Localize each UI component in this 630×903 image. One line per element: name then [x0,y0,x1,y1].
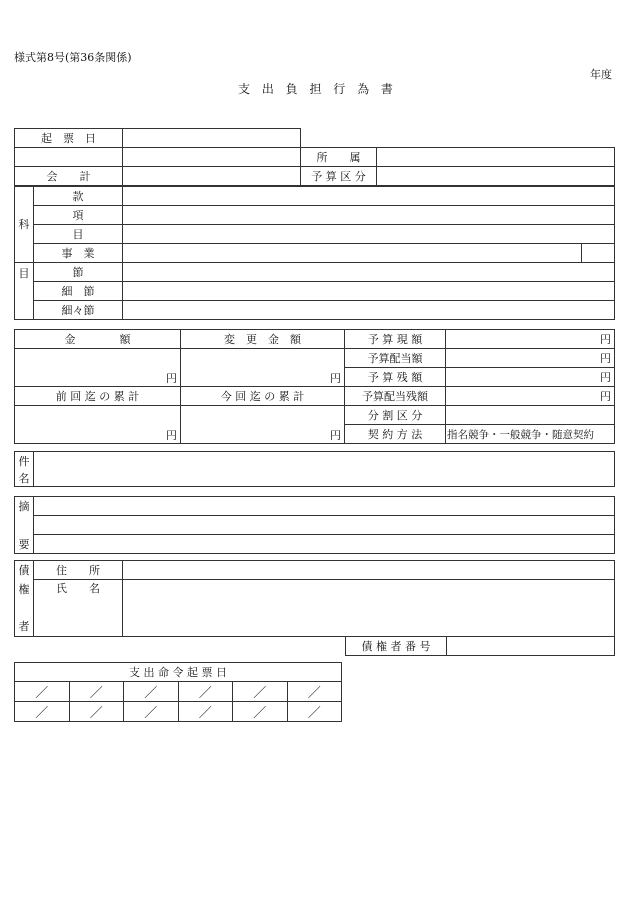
saikensha-bango-label: 債 権 者 番 号 [346,636,447,655]
order-date-2-5[interactable]: ／ [233,702,288,722]
kenmei-field[interactable] [34,452,615,487]
order-date-1-1[interactable]: ／ [15,682,70,702]
order-date-2-4[interactable]: ／ [178,702,233,722]
kamoku-row-saisaisetsu: 細々節 [34,301,123,320]
order-date-1-6[interactable]: ／ [287,682,342,702]
bunkatsu-kubun-field[interactable] [446,406,615,425]
henko-kingaku-label: 変 更 金 額 [181,330,345,349]
kamoku-row-jigyo: 事 業 [34,244,123,263]
order-date-2-3[interactable]: ／ [124,702,179,722]
keiyaku-hoho-options[interactable]: 指名競争・一般競争・随意契約 [446,425,615,444]
order-date-2-6[interactable]: ／ [287,702,342,722]
yosan-haitozangaku-label: 予算配当残額 [345,387,446,406]
kamoku-label-top: 科 [15,187,34,263]
kingaku-label: 金 額 [15,330,181,349]
shozoku-label: 所 属 [301,148,377,167]
tekiyo-line-1[interactable] [34,497,615,516]
fiscal-year-label: 年度 [590,68,612,81]
setsu-field[interactable] [123,263,615,282]
zenkai-ruikei-label: 前 回 迄 の 累 計 [15,387,181,406]
order-date-1-3[interactable]: ／ [124,682,179,702]
order-date-2-1[interactable]: ／ [15,702,70,722]
blank-field[interactable] [123,148,301,167]
saikensha-table [14,560,615,656]
tekiyo-line-2[interactable] [34,516,615,535]
kamoku-row-setsu: 節 [34,263,123,282]
order-date-1-2[interactable]: ／ [69,682,124,702]
saikensha-label-1: 債 [15,561,34,580]
moku-field[interactable] [123,225,615,244]
kingaku-field[interactable]: 円 [15,349,181,387]
kenmei-label-bottom: 名 [15,469,34,487]
kenmei-label-top: 件 [15,452,34,470]
kenmei-table [14,451,615,487]
yosan-gengaku-label: 予 算 現 額 [345,330,446,349]
order-date-1-4[interactable]: ／ [178,682,233,702]
order-dates-title: 支 出 命 令 起 票 日 [15,663,342,682]
henko-kingaku-field[interactable]: 円 [181,349,345,387]
yosan-zangaku-label: 予 算 残 額 [345,368,446,387]
yosan-kubun-field[interactable] [377,167,615,186]
form-number: 様式第8号(第36条関係) [14,51,132,64]
jigyo-field[interactable] [123,244,582,263]
bunkatsu-kubun-label: 分 割 区 分 [345,406,446,425]
keiyaku-hoho-label: 契 約 方 法 [345,425,446,444]
konkai-ruikei-field[interactable]: 円 [181,406,345,444]
shozoku-field[interactable] [377,148,615,167]
kamoku-row-moku: 目 [34,225,123,244]
kihyo-date-label: 起 票 日 [15,129,123,148]
kamoku-row-kan: 款 [34,187,123,206]
yosan-haitogaku-label: 予算配当額 [345,349,446,368]
kamoku-row-saisetsu: 細 節 [34,282,123,301]
jigyo-code-field[interactable] [582,244,615,263]
konkai-ruikei-label: 今 回 迄 の 累 計 [181,387,345,406]
yosan-haitozangaku-field[interactable]: 円 [446,387,615,406]
kamoku-table [14,186,615,320]
kaikei-field[interactable] [123,167,301,186]
tekiyo-table [14,496,615,554]
kamoku-row-ko: 項 [34,206,123,225]
order-dates-table [14,662,342,722]
shimei-field[interactable] [123,580,615,637]
order-date-2-2[interactable]: ／ [69,702,124,722]
tekiyo-label-top: 摘 [15,497,34,516]
kan-field[interactable] [123,187,615,206]
yosan-kubun-label: 予 算 区 分 [301,167,377,186]
kihyo-date-field[interactable] [123,129,301,148]
zenkai-ruikei-field[interactable]: 円 [15,406,181,444]
saisetsu-field[interactable] [123,282,615,301]
yosan-haitogaku-field[interactable]: 円 [446,349,615,368]
shimei-label: 氏 名 [34,580,123,637]
yosan-gengaku-field[interactable]: 円 [446,330,615,349]
header-info-table [14,128,615,186]
amount-table [14,329,615,444]
jusho-field[interactable] [123,561,615,580]
tekiyo-label-bottom: 要 [15,535,34,554]
kaikei-label: 会 計 [15,167,123,186]
saikensha-label-3: 者 [15,616,34,637]
jusho-label: 住 所 [34,561,123,580]
saikensha-bango-field[interactable] [447,636,615,655]
tekiyo-line-3[interactable] [34,535,615,554]
order-date-1-5[interactable]: ／ [233,682,288,702]
yosan-zangaku-field[interactable]: 円 [446,368,615,387]
saikensha-label-2: 権 [15,580,34,598]
kamoku-label-bottom: 目 [15,263,34,320]
ko-field[interactable] [123,206,615,225]
saisaisetsu-field[interactable] [123,301,615,320]
page-title: 支 出 負 担 行 為 書 [238,82,397,96]
